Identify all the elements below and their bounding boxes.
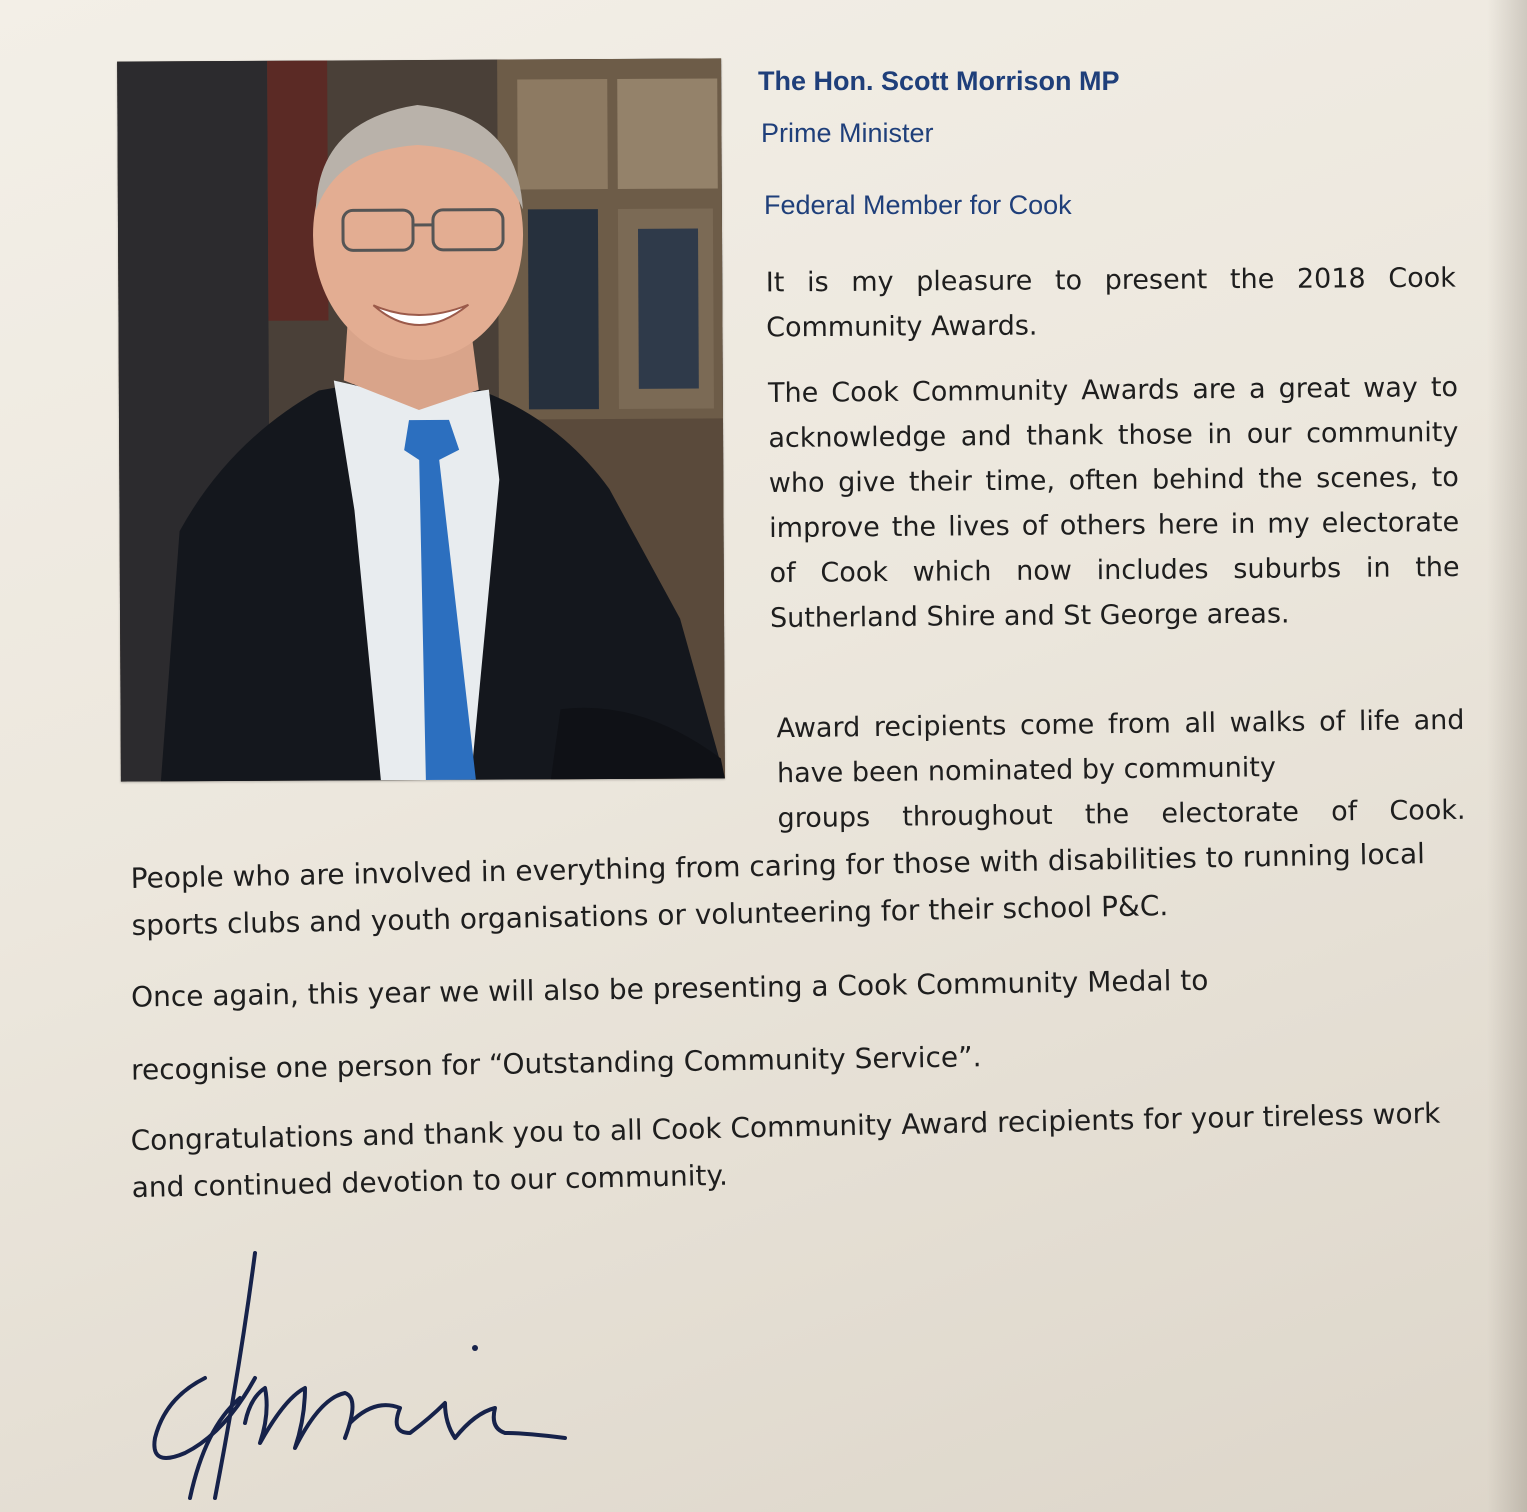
paragraph-recipients-line-1: Award recipients come from all walks of life and have been nominated by community [776,704,1465,790]
paragraph-medal-line-1: Once again, this year we will also be presenting a Cook Community Medal to [130,963,1209,1014]
paragraph-people: People who are involved in everything from caring for those with disabilities to running local sports clubs and youth organisations or volunteering for their school P&C. [130,837,1426,942]
paragraph-recipients [776,698,1466,841]
paragraph-purpose: The Cook Community Awards are a great way to acknowledge and thank those in our community who give their time, often behind the scenes, to improve the lives of others here in my electorate of Cook which now includes suburbs in the Sutherland Shire and St George areas. [767,371,1460,635]
paragraph-medal-line-2: recognise one person for “Outstanding Community Service”. [130,1040,982,1087]
sender-name: The Hon. Scott Morrison MP [758,66,1120,96]
paragraph-intro: It is my pleasure to present the 2018 Cook Community Awards. [765,262,1456,344]
sender-role: Prime Minister [761,118,934,148]
paragraph-recipients-line-2: groups throughout the electorate of Cook. [777,794,1466,835]
portrait-photo [117,58,725,781]
paper-edge-shadow [1487,0,1527,1512]
handwritten-signature [145,1248,585,1512]
sender-electorate: Federal Member for Cook [764,190,1072,220]
paragraph-congratulations: Congratulations and thank you to all Cook Community Award recipients for your tireless work and continued devotion to our community. [130,1096,1441,1205]
